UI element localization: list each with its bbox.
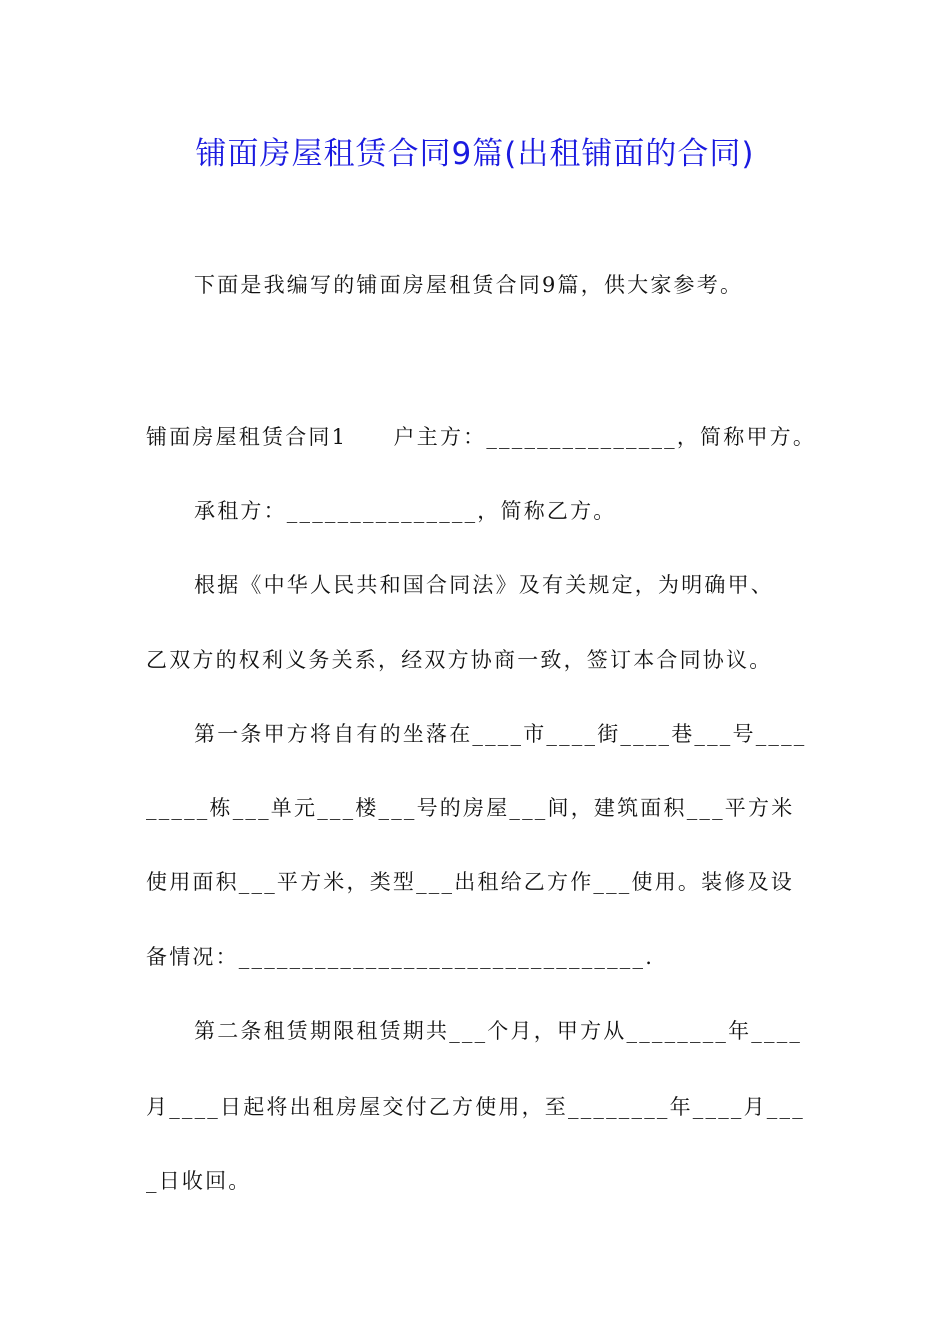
contract-1-heading-line: 铺面房屋租赁合同1 户主方：_______________，简称甲方。 (146, 425, 817, 449)
article-1-line-2: _____栋___单元___楼___号的房屋___间，建筑面积___平方米 (146, 796, 795, 820)
article-2-line-3: _日收回。 (146, 1169, 252, 1193)
article-1-line-3: 使用面积___平方米，类型___出租给乙方作___使用。装修及设 (146, 870, 794, 894)
article-1-line-1: 第一条甲方将自有的坐落在____市____街____巷___号____ (194, 722, 807, 746)
document-title: 铺面房屋租赁合同9篇(出租铺面的合同) (195, 136, 755, 172)
article-1-line-4: 备情况：________________________________. (146, 945, 655, 969)
intro-paragraph: 下面是我编写的铺面房屋租赁合同9篇，供大家参考。 (194, 273, 744, 297)
tenant-line: 承租方：_______________，简称乙方。 (194, 499, 617, 523)
preamble-line-1: 根据《中华人民共和国合同法》及有关规定，为明确甲、 (194, 573, 774, 597)
article-2-line-1: 第二条租赁期限租赁期共___个月，甲方从________年____ (194, 1019, 803, 1043)
preamble-line-2: 乙双方的权利义务关系，经双方协商一致，签订本合同协议。 (146, 648, 773, 672)
article-2-line-2: 月____日起将出租房屋交付乙方使用，至________年____月___ (146, 1095, 805, 1119)
